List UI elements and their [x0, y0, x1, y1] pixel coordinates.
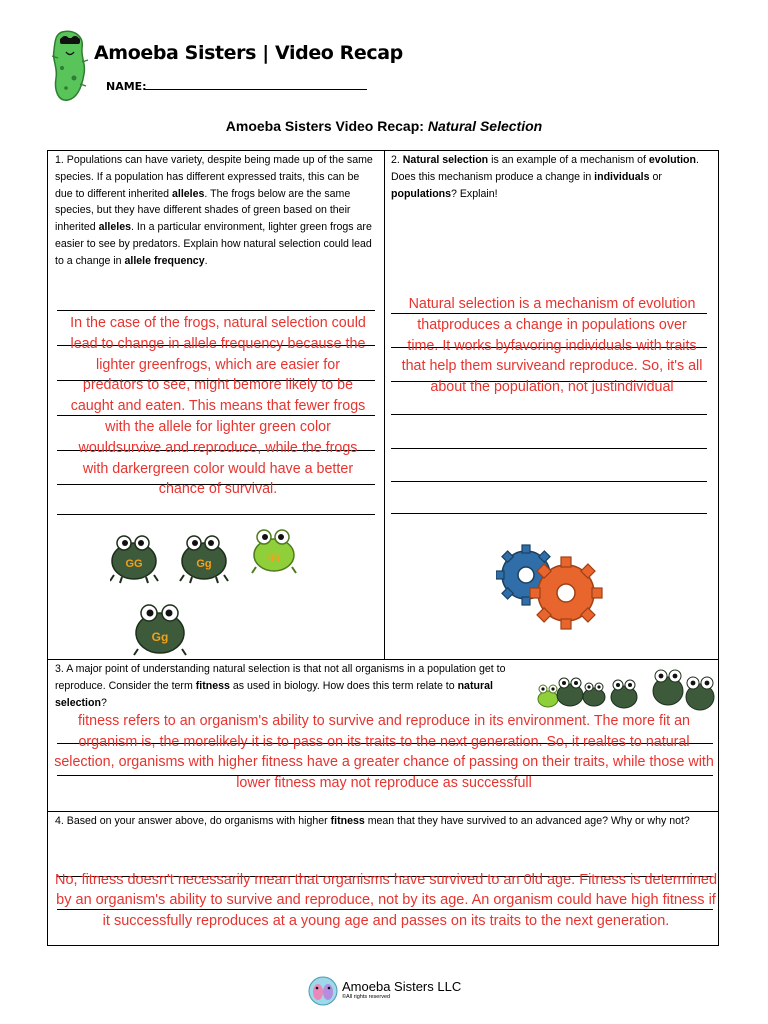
question-2-text: 2. Natural selection is an example of a mechanism of evolution. Does this mechanism produce a change in individuals or populations? Explain! [391, 154, 699, 200]
frog-genotype-label: gg [267, 552, 281, 563]
frog-genotype-label: GG [125, 558, 143, 570]
frog-icon [134, 605, 186, 655]
footer-rights: ©All rights reserved [342, 994, 391, 1000]
question-4-text: 4. Based on your answer above, do organisms with higher fitness mean that they have survived to an advanced age? Why or why not? [55, 815, 690, 827]
question-3-answer[interactable]: fitness refers to an organism's ability to survive and reproduce in its environment. The more fit an organism is, the morelikely it is to pass on its traits to the next generation. So, it realtes to natural selection, organisms with higher fitness have a greater chance of passing on their traits, while those with lower fitness may not reproduce as successfull [54, 713, 714, 791]
amoeba-logo-icon [308, 976, 338, 1006]
frog-illustration [110, 525, 300, 659]
question-3-text: 3. A major point of understanding natural selection is that not all organisms in a population get to reproduce. Consider the term fitness as used in biology. How does this term relate to natural selection? [55, 663, 506, 709]
frog-icon [180, 536, 228, 583]
frog-group-icon [536, 659, 718, 715]
name-field-line[interactable] [145, 89, 367, 90]
header [48, 28, 403, 104]
frog-genotype-label: Gg [151, 630, 169, 644]
question-1-text: 1. Populations can have variety, despite being made up of the same species. If a population has different expressed traits, this can be due to different inherited alleles. The frogs below are the same species, but they have different shades of green based on their inherited alleles. In a particular environment, lighter green frogs are easier to see by predators. Explain how natural selection could lead to a change in allele frequency. [55, 154, 373, 267]
page-title-topic: Natural Selection [427, 118, 543, 134]
column-divider [384, 151, 385, 659]
frog-icon [252, 530, 296, 573]
footer [308, 974, 478, 1008]
amoeba-mascot-icon [48, 28, 92, 104]
brand-separator: | [262, 42, 269, 64]
frog-genotype-label: Gg [196, 558, 212, 570]
name-label: NAME: [106, 80, 147, 93]
question-2-answer[interactable]: Natural selection is a mechanism of evolution thatproduces a change in populations over time. It works byfavoring individuals with traits that help them surviveand reproduce. So, it's all about the population, not justindividual [401, 296, 703, 396]
frog-icon [110, 536, 158, 583]
row-divider-q4 [48, 811, 718, 812]
page-title [0, 118, 768, 134]
brand-name: Amoeba Sisters [94, 42, 257, 64]
footer-company-name: Amoeba Sisters LLC [342, 979, 462, 994]
worksheet-table [47, 150, 719, 946]
question-4-answer[interactable]: No, fitness doesn't necessarily mean that organisms have survived to an 0ld age. Fitness is determined by an organism's ability to survive and reproduce, not by its age. An organism could have high fitness if it successfully reproduces at a young age and passes on its traits to the next generation. [54, 872, 718, 929]
brand-subtitle: Video Recap [275, 42, 403, 64]
question-1-answer[interactable]: In the case of the frogs, natural selection could lead to change in allele frequency because the lighter greenfrogs, which are easier for predators to see, might bemore likely to be caught and eaten. This means that fewer frogs with the allele for lighter green color wouldsurvive and reproduce, while the frogs with darkergreen color would have a better chance of survival. [70, 315, 366, 498]
gears-icon [496, 541, 606, 631]
worksheet-brand-title [94, 42, 403, 64]
page-title-prefix: Amoeba Sisters Video Recap: [225, 118, 428, 134]
